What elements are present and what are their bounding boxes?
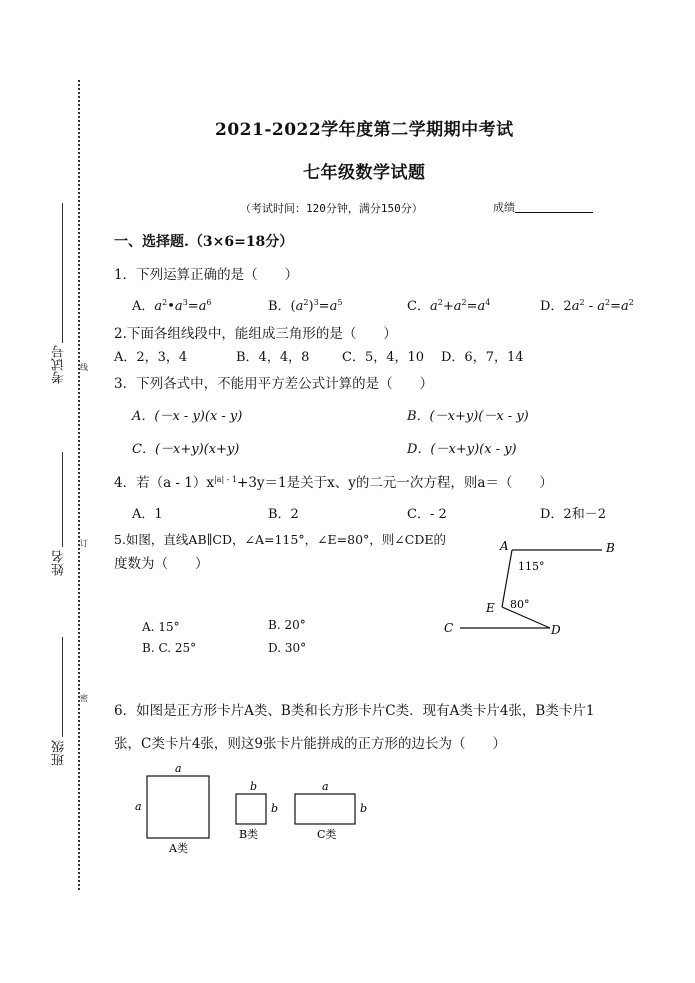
exam-title: 2021-2022学年度第二学期期中考试	[215, 120, 514, 140]
q6-line1: 6．如图是正方形卡片A类、B类和长方形卡片C类．现有A类卡片4张，B类卡片1	[114, 703, 595, 719]
name-label: 姓名	[52, 550, 67, 576]
q1-option-c: C．$a^2+a^2=a^4$	[407, 298, 491, 314]
seal-char: 密	[80, 694, 88, 703]
q6-figure	[125, 762, 385, 862]
q3-option-a: A．(－x - y)(x - y)	[132, 409, 243, 424]
q2-option-a: A．2，3，4	[114, 350, 188, 365]
score-blank[interactable]	[515, 200, 593, 213]
q4-option-c: C．- 2	[407, 507, 447, 522]
q3-stem: 3．下列各式中，不能用平方差公式计算的是（ ）	[114, 376, 434, 392]
q5-option-d: D. 30°	[268, 641, 307, 655]
q2-stem: 2.下面各组线段中，能组成三角形的是（ ）	[114, 326, 397, 342]
q4-option-b: B．2	[268, 507, 299, 522]
q1-option-d: D．$2a^2 - a^2=a^2$	[540, 298, 634, 314]
class-label: 班级	[52, 740, 67, 766]
card-c-right-label: b	[360, 802, 368, 815]
q3-option-d: D．(－x+y)(x - y)	[407, 442, 517, 457]
q2-option-c: C．5，4，10	[342, 350, 425, 365]
section-heading: 一、选择题.（3×6=18分）	[114, 234, 294, 250]
angle-e-label: 80°	[510, 598, 530, 611]
q4-option-a: A．1	[132, 507, 163, 522]
point-d-label: D	[551, 623, 561, 637]
card-c-top-label: a	[322, 780, 329, 793]
q5-option-c: B. C. 25°	[142, 641, 197, 655]
q1-stem: 1．下列运算正确的是（ ）	[114, 267, 299, 283]
point-e-label: E	[486, 601, 495, 615]
card-b-caption: B类	[239, 828, 259, 841]
q3-option-c: C．(－x+y)(x+y)	[132, 442, 240, 457]
line-char: 线	[80, 363, 88, 372]
exam-subtitle: 七年级数学试题	[303, 163, 426, 183]
q1-option-a: A．$a^2•a^3=a^6$	[132, 298, 212, 314]
card-c	[295, 794, 355, 824]
q1-option-b: B．$(a^2)^3=a^5$	[268, 298, 343, 314]
q5-option-b: B. 20°	[268, 618, 306, 632]
angle-a-label: 115°	[518, 560, 545, 573]
card-a	[147, 776, 209, 838]
point-b-label: B	[606, 541, 615, 555]
q3-option-b: B．(－x+y)(－x - y)	[407, 409, 529, 424]
card-b	[236, 794, 266, 824]
class-underline	[62, 637, 63, 737]
score-label: 成绩	[493, 201, 515, 214]
card-a-left-label: a	[135, 800, 142, 813]
point-c-label: C	[444, 621, 454, 635]
point-a-label: A	[500, 539, 509, 553]
card-c-caption: C类	[317, 828, 337, 841]
q2-option-d: D．6，7，14	[441, 350, 524, 365]
q5-stem-line2: 度数为（ ）	[114, 556, 209, 572]
q2-option-b: B．4，4，8	[236, 350, 310, 365]
exam-no-underline	[62, 203, 63, 343]
q5-stem-line1: 5.如图，直线AB∥CD，∠A=115°，∠E=80°，则∠CDE的	[114, 532, 446, 547]
q5-figure	[430, 530, 630, 645]
card-b-top-label: b	[250, 780, 258, 793]
exam-info: （考试时间：120分钟，满分150分）	[240, 202, 423, 215]
card-a-caption: A类	[169, 842, 188, 855]
order-char: 订	[80, 539, 88, 548]
q6-line2: 张，C类卡片4张，则这9张卡片能拼成的正方形的边长为（ ）	[114, 736, 507, 752]
card-a-top-label: a	[175, 762, 182, 775]
card-b-right-label: b	[271, 802, 279, 815]
binding-dotted-line	[78, 80, 80, 890]
exam-no-label: 考试号	[52, 345, 67, 384]
q4-stem: 4．若$(a - 1)x^{|a| - 1}+3y=1$是关于x、y的二元一次方程，则a＝（ ）	[114, 475, 553, 491]
q5-option-a: A. 15°	[142, 620, 180, 634]
name-underline	[62, 452, 63, 547]
q4-option-d: D．2和－2	[540, 507, 606, 522]
score-field	[493, 199, 593, 215]
